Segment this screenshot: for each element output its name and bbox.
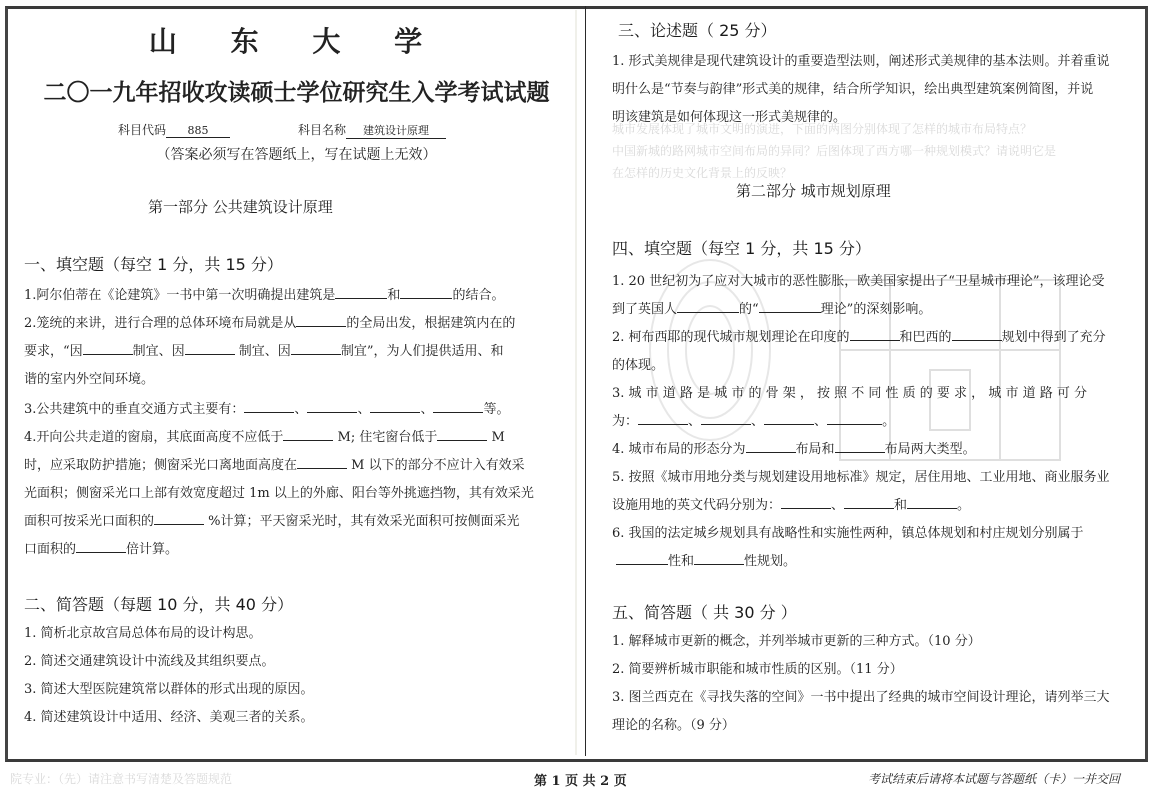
s1-question-1: 1.阿尔伯蒂在《论建筑》一书中第一次明确提出建筑是 和 的结合。 [24, 282, 579, 310]
s4-question-4: 4. 城市布局的形态分为 布局和 布局两大类型。 [612, 436, 1142, 464]
subject-name-label: 科目名称 [298, 123, 347, 137]
part1-title: 第一部分 公共建筑设计原理 [148, 198, 333, 216]
s2-question-4: 4. 简述建筑设计中适用、经济、美观三者的关系。 [24, 710, 314, 725]
s5-question-1: 1. 解释城市更新的概念，并列举城市更新的三种方式。（10 分） [612, 634, 981, 649]
s2-question-3: 3. 简述大型医院建筑常以群体的形式出现的原因。 [24, 682, 314, 697]
s1-question-2: 2.笼统的来讲，进行合理的总体环境布局就是从 的全局出发，根据建筑内在的 要求，“因 制宜、因 制宜、因 制宜”，为人们提供适用、和 谐的室内外空间环境。 [24, 310, 579, 394]
s5-questions [612, 628, 1142, 740]
s4-question-5: 5. 按照《城市用地分类与规划建设用地标准》规定，居住用地、工业用地、商业服务业 设施用地的英文代码分别为： 、 和 。 [612, 470, 1110, 513]
footer-bleed-through: 院专业：（先）请注意书写清楚及答题规范 [10, 772, 233, 786]
subject-code [118, 121, 230, 138]
s4-question-3: 3. 城 市 道 路 是 城 市 的 骨 架 ， 按 照 不 同 性 质 的 要 求 ， 城 市 道 路 可 分 为： 、 、 、 。 [612, 386, 1087, 429]
s5-question-2: 2. 简要辨析城市职能和城市性质的区别。（11 分） [612, 662, 903, 677]
part2-title: 第二部分 城市规划原理 [736, 182, 891, 200]
answer-notice: （答案必须写在答题纸上，写在试题上无效） [156, 147, 437, 163]
s4-question-1: 1. 20 世纪初为了应对大城市的恶性膨胀，欧美国家提出了“卫星城市理论”，该理论受 到了英国人 的“ 理论”的深刻影响。 [612, 274, 1105, 317]
bleed-through-text: 城市发展体现了城市文明的演进，下面的两图分别体现了怎样的城市布局特点？ 中国新城的路网城市空间布局的异同？后图体现了西方哪一种规划模式？请说明它是 在怎样的历史文化背景上的反映？ [612, 122, 1057, 180]
section4-heading: 四、填空题（每空 1 分，共 15 分） [612, 239, 871, 258]
s2-question-1: 1. 简析北京故宫局总体布局的设计构思。 [24, 626, 262, 641]
s5-question-3-cont: 理论的名称。（9 分） [612, 718, 735, 733]
page-number: 第 1 页 共 2 页 [534, 774, 627, 789]
section2-heading: 二、简答题（每题 10 分，共 40 分） [24, 595, 294, 614]
university-name: 山 东 大 学 [148, 25, 445, 58]
subject-name [298, 121, 446, 139]
subject-name-value: 建筑设计原理 [346, 122, 446, 139]
left-column [8, 6, 585, 756]
s5-question-3: 3. 图兰西克在《寻找失落的空间》一书中提出了经典的城市空间设计理论，请列举三大 [612, 690, 1110, 705]
s1-question-3: 3.公共建筑中的垂直交通方式主要有： 、 、 、 等。 [24, 396, 579, 424]
exam-title: 二〇一九年招收攻读硕士学位研究生入学考试试题 [43, 79, 550, 106]
s2-questions [24, 620, 579, 732]
subject-code-value: 885 [166, 124, 230, 138]
s4-question-2: 2. 柯布西耶的现代城市规划理论在印度的 和巴西的 规划中得到了充分 的体现。 [612, 324, 1142, 380]
s2-question-2: 2. 简述交通建筑设计中流线及其组织要点。 [24, 654, 275, 669]
right-column [586, 6, 1146, 756]
s4-question-6: 6. 我国的法定城乡规划具有战略性和实施性两种，镇总体规划和村庄规划分别属于 性和 性规划。 [612, 526, 1084, 569]
s1-question-4: 4.开向公共走道的窗扇，其底面高度不应低于 M; 住宅窗台低于 M 时，应采取防护措施；侧窗采光口离地面高度在 M 以下的部分不应计入有效采 光面积；侧窗采光口上部有效宽度超过 1m 以上的外廊、阳台等外挑遮挡物，其有效采光 面积可按采光口面积的 %计算；平天窗采光时，其有效采光面积可按侧面采光 口面积的 倍计算。 [24, 424, 579, 564]
s3-question-1: 1. 形式美规律是现代建筑设计的重要造型法则，阐述形式美规律的基本法则。并着重说 明什么是“节奏与韵律”形式美的规律，结合所学知识，绘出典型建筑案例简图，并说 明该建筑是如何体现这一形式美规律的。 [612, 54, 1110, 125]
section5-heading: 五、简答题（ 共 30 分 ） [612, 603, 797, 622]
section1-heading: 一、填空题（每空 1 分，共 15 分） [24, 255, 283, 274]
subject-code-label: 科目代码 [118, 123, 167, 137]
footer-instruction: 考试结束后请将本试题与答题纸（卡）一并交回 [868, 772, 1121, 786]
section3-heading: 三、论述题（ 25 分） [618, 21, 777, 40]
